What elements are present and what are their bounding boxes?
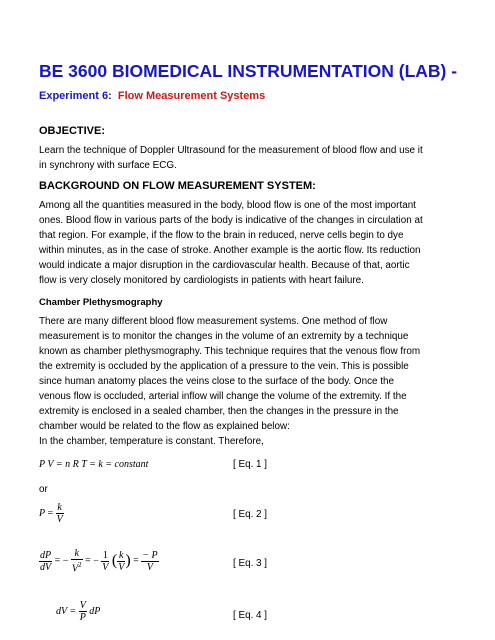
chamber-line: the extremity is occluded by the application of a pressure to the vein. This is possible [39,361,409,372]
experiment-name: Flow Measurement Systems [117,90,266,102]
chamber-line: There are many different blood flow measurement systems. One method of flow [39,316,388,327]
objective-line: Learn the technique of Doppler Ultrasound for the measurement of blood flow and use it [39,145,423,156]
objective-heading: OBJECTIVE: [39,125,106,137]
background-paragraph [39,198,479,288]
background-line: that region. For example, if the flow to the brain in reduced, nerve cells begin to dye [39,230,404,241]
background-line: ones. Blood flow in various parts of the body is indicative of the changes in circulation at [39,215,423,226]
experiment-subtitle [39,90,265,102]
chamber-line: venous flow is occluded, arterial inflow will change the volume of the extremity. If the [39,391,407,402]
chamber-line: since human anatomy places the veins close to the surface of the body. Once the [39,376,394,387]
equation-2: P = $\frac{k}{V}$ [39,502,63,525]
chamber-line: known as chamber plethysmography. This technique requires that the venous flow from [39,346,421,357]
equation-1-ref: [ Eq. 1 ] [233,459,268,470]
or-text: or [39,484,48,495]
chamber-line: In the chamber, temperature is constant. Therefore, [39,436,264,447]
equation-4-ref: [ Eq. 4 ] [233,610,268,621]
equation-3-ref: [ Eq. 3 ] [233,558,268,569]
background-line: flow is very closely monitored by cardiologists in patients with heart failure. [39,275,364,286]
background-line: Among all the quantities measured in the body, blood flow is one of the most important [39,200,416,211]
chamber-paragraph [39,314,479,449]
equation-2-ref: [ Eq. 2 ] [233,509,268,520]
chamber-line: measurement is to monitor the changes in the volume of an extremity by a technique [39,331,409,342]
objective-line: in synchrony with surface ECG. [39,160,177,171]
chamber-line: extremity is enclosed in a sealed chamber, then the changes in the pressure in the [39,406,399,417]
document-title: BE 3600 BIOMEDICAL INSTRUMENTATION (LAB) - [39,61,458,81]
chamber-line: chamber would be related to the flow as explained below: [39,421,290,432]
background-line: within minutes, as in the case of stroke. Another example is the aortic flow. Its reduction [39,245,421,256]
background-line: would indicate a major disruption in the cardiovascular health. Because of that, aortic [39,260,410,271]
equation-3: $\frac{dP}{dV}$ = − $\frac{k}{V^2}$ = − $\frac{1}{V}$ ( $\frac{k}{V}$ ) = $\frac{- P}{V}$ [40,548,158,575]
chamber-heading: Chamber Plethysmography [39,297,163,308]
equation-1: P V = n R T = k = constant [39,459,149,470]
equation-4: dV = $\frac{V}{P}$ dP [56,600,101,623]
background-heading: BACKGROUND ON FLOW MEASUREMENT SYSTEM: [39,180,316,192]
objective-paragraph [39,143,479,173]
experiment-label: Experiment 6: [39,90,112,102]
